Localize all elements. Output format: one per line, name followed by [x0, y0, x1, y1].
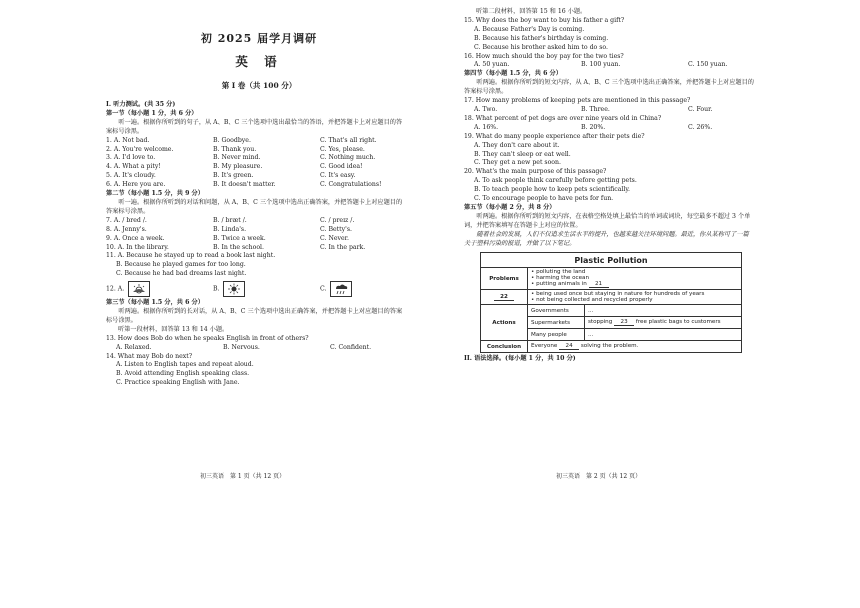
q11-option-c: C. Because he had bad dreams last night.: [116, 270, 247, 278]
section4-heading: 第四节（每小题 1.5 分，共 6 分）: [464, 70, 562, 78]
question-row: 7. A. / bred /. B. / bræt /. C. / preɪz /.: [106, 216, 355, 224]
question-row: 1. A. Not bad. B. Goodbye. C. That's all right.: [106, 136, 377, 144]
question-row: 4. A. What a pity! B. My pleasure. C. Good idea!: [106, 163, 363, 171]
question-row: 9. A. Once a week. B. Twice a week. C. Never.: [106, 234, 349, 242]
sun-icon: [223, 281, 245, 297]
q12-option-b-label: B.: [213, 285, 220, 293]
page-footer: 初三英语 第 2 页（共 12 页）: [556, 473, 642, 480]
question-14: 14. What may Bob do next?: [106, 352, 193, 360]
table-header: Plastic Pollution: [481, 253, 742, 268]
q20-option-a: A. To ask people think carefully before getting pets.: [474, 177, 637, 185]
section5-instructions: 听两遍。根据你所听到的短文内容，在表格空格处填上最恰当的单词或词块，每空最多不超过 3 个单词，并把答案填写在答题卡上对应的位置。: [464, 212, 751, 229]
question-18: 18. What percent of pet dogs are over nine years old in China?: [464, 114, 662, 122]
q18-options: A. 16%. B. 20%. C. 26%.: [474, 123, 713, 131]
question-20: 20. What's the main purpose of this passage?: [464, 168, 607, 176]
part2-heading: II. 语法选择。(每小题 1 分，共 10 分): [464, 355, 576, 363]
section3-instructions: 听两遍。根据你所听到的长对话，从 A、B、C 三个选项中选出正确答案，并把答题卡上对应题目的答案标号涂黑。: [106, 308, 403, 324]
q14-option-a: A. Listen to English tapes and repeat aloud.: [116, 361, 254, 369]
q19-option-b: B. They can't sleep or eat well.: [474, 150, 571, 158]
part1-heading: I. 听力测试。(共 35 分): [106, 101, 176, 108]
question-13: 13. How does Bob do when he speaks English in front of others?: [106, 334, 309, 342]
q19-option-a: A. They don't care about it.: [474, 141, 560, 149]
q15-option-b: B. Because his father's birthday is coming.: [474, 34, 609, 42]
q13-options: A. Relaxed. B. Nervous. C. Confident.: [116, 343, 372, 351]
section1-instructions: 听一遍。根据你所听到的句子，从 A、B、C 三个选项中选出最恰当的答语，并把答题卡上对应题目的答案标号涂黑。: [106, 118, 403, 135]
conclusion-cell: Everyone 24 solving the problem.: [528, 341, 742, 353]
question-12: [106, 279, 412, 299]
row22-cell: • being used once but staying in nature for hundreds of years • not being collected and recycled properly: [528, 290, 742, 305]
page-footer: 初三英语 第 1 页（共 12 页）: [200, 473, 286, 480]
question-row: 6. A. Here you are. B. It doesn't matter. C. Congratulations!: [106, 181, 382, 189]
section2-heading: 第二节（每小题 1.5 分，共 9 分）: [106, 190, 204, 198]
question-11: [106, 252, 412, 279]
questions-7-10: [106, 217, 412, 253]
q15-option-a: A. Because Father's Day is coming.: [474, 25, 585, 33]
question-16: 16. How much should the boy pay for the two ties?: [464, 52, 624, 60]
question-row: 8. A. Jenny's. B. Linda's. C. Betty's.: [106, 225, 352, 233]
q14-option-b: B. Avoid attending English speaking class.: [116, 370, 250, 378]
problems-cell: • polluting the land • harming the ocean • putting animals in 21: [528, 268, 742, 290]
q12-option-a-label: 12. A.: [106, 285, 125, 293]
q12-option-c-label: C.: [320, 285, 327, 293]
section3-note-2: 听第二段材料，回答第 15 和 16 小题。: [476, 8, 587, 15]
section2-instructions: 听一遍。根据你所听到的对话和问题，从 A、B、C 三个选项中选出正确答案，并把答题卡上对应题目的答案标号涂黑。: [106, 198, 403, 215]
q15-option-c: C. Because his brother asked him to do so.: [474, 43, 608, 51]
action-detail: stopping 23 free plastic bags to customers: [585, 317, 742, 329]
row22-label: [481, 290, 528, 305]
rain-cloud-icon: [330, 281, 352, 297]
blank-24: 24: [559, 343, 579, 350]
blank-22: 22: [494, 294, 514, 301]
q20-option-b: B. To teach people how to keep pets scientifically.: [474, 186, 631, 194]
action-detail: ...: [585, 305, 742, 317]
questions-1-6: [106, 137, 412, 190]
section5-intro: 随着社会的发展，人们不仅追求生活水平的提升，也越来越关注环境问题。最近，你从某称可了一篇关于塑料污染的报道，并做了以下笔记。: [464, 230, 749, 247]
section1-heading: 第一节（每小题 1 分，共 6 分）: [106, 109, 198, 117]
action-actor: Governments: [528, 305, 585, 317]
q19-option-c: C. They get a new pet soon.: [474, 159, 561, 167]
section3-note: 听第一段材料，回答第 13 和 14 小题。: [118, 325, 229, 333]
q20-option-c: C. To encourage people to have pets for fun.: [474, 195, 614, 203]
conclusion-label: Conclusion: [481, 341, 528, 353]
q11-option-a: 11. A. Because he stayed up to read a book last night.: [106, 252, 276, 260]
problems-label: Problems: [481, 268, 528, 290]
question-19: 19. What do many people experience after their pets die?: [464, 132, 645, 140]
subject-title: 英 语: [235, 54, 283, 69]
plastic-pollution-table: [480, 252, 742, 353]
question-15: 15. Why does the boy want to buy his father a gift?: [464, 16, 625, 24]
question-row: 3. A. I'd love to. B. Never mind. C. Nothing much.: [106, 154, 376, 162]
blank-23: 23: [614, 319, 634, 326]
section5-heading: 第五节（每小题 2 分，共 8 分）: [464, 203, 556, 211]
action-actor: Supermarkets: [528, 317, 585, 329]
actions-label: Actions: [481, 305, 528, 341]
q14-option-c: C. Practice speaking English with Jane.: [116, 379, 240, 387]
question-row: 2. A. You're welcome. B. Thank you. C. Yes, please.: [106, 145, 365, 153]
q17-options: A. Two. B. Three. C. Four.: [474, 105, 713, 113]
volume-title: 第 I 卷（共 100 分）: [221, 81, 297, 90]
q16-options: A. 50 yuan. B. 100 yuan. C. 150 yuan.: [474, 61, 728, 69]
question-row: 5. A. It's cloudy. B. It's green. C. It's easy.: [106, 172, 356, 180]
q11-option-b: B. Because he played games for too long.: [116, 261, 246, 269]
action-detail: ...: [585, 329, 742, 341]
section4-instructions: 听两遍。根据你所听到的短文内容，从 A、B、C 三个选项中选出正确答案，并把答题卡上对应题目的答案标号涂黑。: [464, 79, 754, 96]
section3-heading: 第三节（每小题 1.5 分，共 6 分）: [106, 299, 204, 307]
cloudy-sun-icon: [128, 281, 150, 297]
action-actor: Many people: [528, 329, 585, 341]
question-row: 10. A. In the library. B. In the school. C. In the park.: [106, 243, 366, 251]
exam-title: 初 2025 届学月调研: [200, 32, 318, 45]
exam-page-2: [430, 0, 860, 608]
blank-21: 21: [589, 281, 609, 288]
question-17: 17. How many problems of keeping pets are mentioned in this passage?: [464, 97, 691, 105]
